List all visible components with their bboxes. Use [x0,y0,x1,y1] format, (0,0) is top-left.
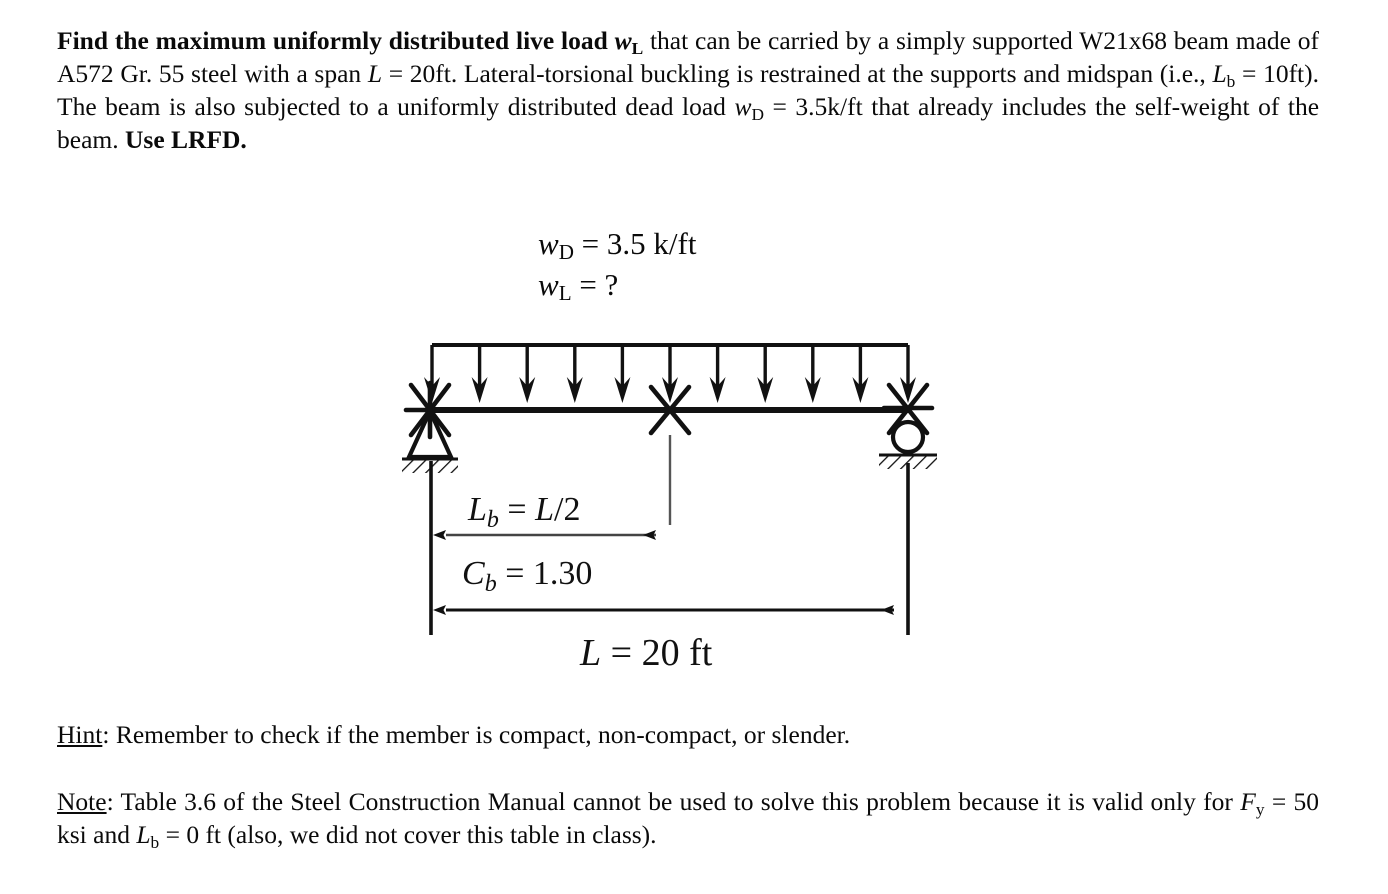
load-arrow [432,345,908,389]
symbol-wd-subscript: D [751,104,764,124]
live-load-label: $w_L$ = ? [538,267,619,306]
problem-line1-rest: that can be carried by a simply supported W21x68 beam made of A572 Gr. 55 steel with a span [57,26,1319,88]
dead-load-label: $w_D = 3.5$ k/ft [538,226,697,265]
problem-line3: that already includes the self-weight of the beam. [57,92,1320,154]
wd-equation: = 3.5k/ft [772,92,863,121]
left-pin-support [402,383,458,473]
problem-statement [57,24,1319,156]
lb-equation: = 10ft). The beam is also subjected to a uniformly distributed dead load [57,59,1320,121]
note-colon: : [106,787,114,816]
note-lb-value: = 0 ft (also, we did not cover this table in class). [165,820,657,849]
note-label: Note [57,787,107,816]
svg-text:Lb = L/2: $L_b = L/2$ [468,491,581,533]
symbol-wl: w [614,26,632,55]
fy-value: = 50 ksi and [57,787,1320,849]
symbol-fy: F [1240,787,1256,816]
hint-colon: : [102,720,110,749]
problem-line2: Lateral-torsional buckling is restrained at the supports and midspan (i.e., [463,59,1206,88]
symbol-span-L: L [367,59,383,88]
cb-symbol-text: C [462,555,485,592]
svg-text:Cb = 1.30: $C_b = 1.30$ [462,555,593,597]
span-equation: = 20ft. [388,59,458,88]
svg-text:L = 20 ft: L = 20 ft [580,632,713,674]
symbol-wd: w [734,92,752,121]
hint-label: Hint [57,720,103,749]
beam-free-body-diagram [400,205,970,675]
use-lrfd-bold: Use LRFD. [124,125,247,154]
symbol-wl-subscript: L [631,38,644,58]
symbol-lb-subscript: b [1226,71,1236,91]
hint-text: Remember to check if the member is compact, non-compact, or slender. [115,720,851,749]
symbol-lb: L [1212,59,1227,88]
span-symbol-text: L [580,632,602,674]
symbol-fy-subscript: y [1255,799,1265,819]
lb-symbol-text: L [468,491,487,528]
hint-block [57,718,1319,751]
note-symbol-lb: L [136,820,151,849]
note-block [57,785,1319,851]
note-text-a: Table 3.6 of the Steel Construction Manual cannot be used to solve this problem because it is valid only for [120,787,1233,816]
note-symbol-lb-subscript: b [150,832,160,852]
problem-prompt-bold: Find the maximum uniformly distributed live load [57,26,608,55]
load-magnitude-labels [538,223,696,305]
distributed-load-group [424,345,916,403]
